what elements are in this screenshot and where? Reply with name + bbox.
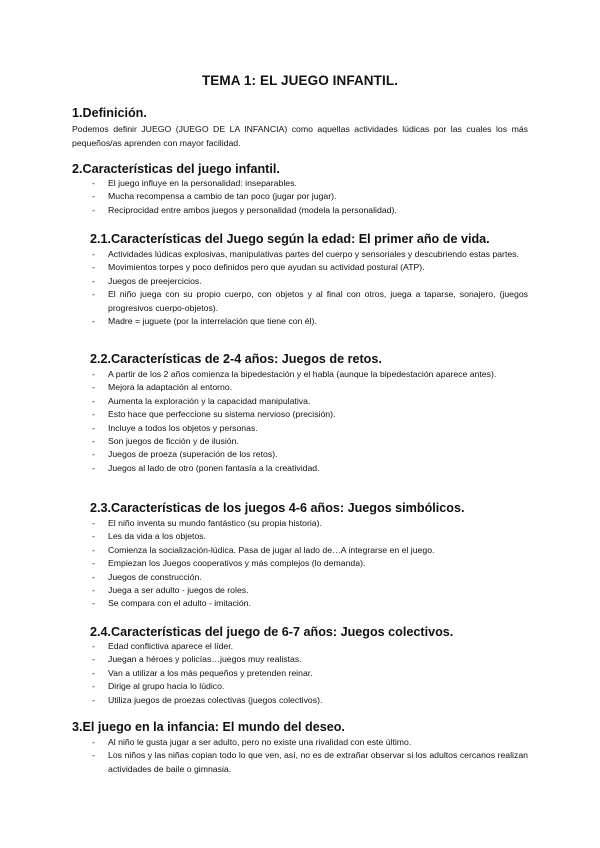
bullet-dash: - bbox=[92, 422, 95, 433]
list-item-text: Actividades lúdicas explosivas, manipulativas partes del cuerpo y sensoriales y descubriendo estas partes. bbox=[108, 249, 519, 259]
list-item-text: Mejora la adaptación al entorno. bbox=[108, 382, 233, 393]
list-item-text: Juega a ser adulto - juegos de roles. bbox=[108, 585, 249, 596]
bullet-dash: - bbox=[92, 369, 95, 379]
bullet-dash: - bbox=[92, 409, 95, 420]
bullet-dash: - bbox=[92, 518, 95, 528]
list-item bbox=[0, 667, 528, 680]
list-6-7-anos bbox=[0, 640, 600, 707]
bullet-dash: - bbox=[92, 262, 95, 273]
list-item-text: Juegos de construcción. bbox=[108, 571, 202, 582]
bullet-dash: - bbox=[92, 531, 95, 542]
list-item-text: Aumenta la exploración y la capacidad manipulativa. bbox=[108, 395, 311, 406]
list-item-text: Incluye a todos los objetos y personas. bbox=[108, 422, 258, 433]
heading-caracteristicas: 2.Características del juego infantil. bbox=[72, 162, 280, 176]
list-item-text: Mucha recompensa a cambio de tan poco (jugar por jugar). bbox=[108, 191, 337, 202]
bullet-dash: - bbox=[92, 750, 95, 761]
bullet-dash: - bbox=[92, 667, 95, 678]
bullet-dash: - bbox=[92, 694, 95, 705]
list-item bbox=[0, 422, 528, 435]
list-item bbox=[0, 680, 528, 693]
bullet-dash: - bbox=[92, 382, 95, 393]
list-item bbox=[0, 694, 528, 707]
list-primer-ano bbox=[0, 248, 600, 328]
list-item-text: Madre = juguete (por la interrelación que tiene con él). bbox=[108, 316, 317, 327]
list-item-text: Esto hace que perfeccione su sistema nervioso (precisión). bbox=[108, 409, 336, 420]
heading-2-4-anos: 2.2.Características de 2-4 años: Juegos de retos. bbox=[90, 352, 382, 366]
list-item-text: Son juegos de ficción y de ilusión. bbox=[108, 436, 239, 447]
list-item bbox=[0, 584, 528, 597]
bullet-dash: - bbox=[92, 178, 95, 188]
list-item bbox=[0, 261, 528, 274]
list-item bbox=[0, 381, 528, 394]
bullet-dash: - bbox=[92, 289, 95, 300]
document-title: TEMA 1: EL JUEGO INFANTIL. bbox=[201, 73, 399, 88]
list-item-text: Comienza la socialización-lúdica. Pasa de jugar al lado de…A integrarse en el juego. bbox=[108, 544, 435, 555]
heading-4-6-anos: 2.3.Características de los juegos 4-6 años: Juegos simbólicos. bbox=[90, 501, 465, 515]
bullet-dash: - bbox=[92, 436, 95, 447]
list-item bbox=[0, 248, 528, 261]
list-item-text: El juego influye en la personalidad: inseparables. bbox=[108, 178, 297, 188]
list-item-text: Juegos de preejercicios. bbox=[108, 275, 202, 286]
list-item bbox=[0, 749, 528, 776]
bullet-dash: - bbox=[92, 598, 95, 609]
bullet-dash: - bbox=[92, 681, 95, 692]
bullet-dash: - bbox=[92, 654, 95, 665]
list-item bbox=[0, 395, 528, 408]
list-mundo-deseo bbox=[0, 736, 600, 776]
list-item bbox=[0, 315, 528, 328]
list-item-text: Reciprocidad entre ambos juegos y personalidad (modela la personalidad). bbox=[108, 204, 397, 215]
bullet-dash: - bbox=[92, 641, 95, 651]
bullet-dash: - bbox=[92, 316, 95, 327]
list-item bbox=[0, 408, 528, 421]
list-item-text: Movimientos torpes y poco definidos pero que ayudan su actividad postural (ATP). bbox=[108, 262, 425, 273]
definition-paragraph: Podemos definir JUEGO (JUEGO DE LA INFANCIA) como aquellas actividades lúdicas por las cuales los más pequeños/as aprenden con mayor facilidad. bbox=[72, 124, 528, 148]
list-item-text: Juegan a héroes y policías…juegos muy realistas. bbox=[108, 654, 302, 665]
list-item bbox=[0, 517, 528, 530]
list-item bbox=[0, 557, 528, 570]
list-item-text: Utiliza juegos de proezas colectivas (juegos colectivos). bbox=[108, 694, 323, 705]
list-item bbox=[0, 597, 528, 610]
bullet-dash: - bbox=[92, 249, 95, 259]
list-item-text: Empiezan los Juegos cooperativos y más complejos (lo demanda). bbox=[108, 558, 366, 569]
list-item bbox=[0, 448, 528, 461]
list-item-text: Edad conflictiva aparece el líder. bbox=[108, 641, 234, 651]
bullet-dash: - bbox=[92, 191, 95, 202]
list-item-text: Dirige al grupo hacia lo lúdico. bbox=[108, 681, 225, 692]
heading-primer-ano: 2.1.Características del Juego según la edad: El primer año de vida. bbox=[90, 232, 490, 246]
list-item-text: Juegos de proeza (superación de los retos). bbox=[108, 449, 278, 460]
list-item bbox=[0, 640, 528, 653]
bullet-dash: - bbox=[92, 544, 95, 555]
list-caracteristicas bbox=[0, 177, 600, 217]
heading-6-7-anos: 2.4.Características del juego de 6-7 años: Juegos colectivos. bbox=[90, 625, 454, 639]
list-item-text: Les da vida a los objetos. bbox=[108, 531, 207, 542]
list-item-text: Al niño le gusta jugar a ser adulto, pero no existe una rivalidad con este último. bbox=[108, 737, 412, 747]
list-item-text: El niño juega con su propio cuerpo, con objetos y al final con otros, juega a taparse, sonajero, (juegos progresivos cuerpo-objetos). bbox=[108, 289, 528, 313]
bullet-dash: - bbox=[92, 204, 95, 215]
bullet-dash: - bbox=[92, 275, 95, 286]
list-item bbox=[0, 462, 528, 475]
bullet-dash: - bbox=[92, 558, 95, 569]
bullet-dash: - bbox=[92, 462, 95, 473]
heading-definicion: 1.Definición. bbox=[72, 106, 147, 120]
list-2-4-anos bbox=[0, 368, 600, 475]
list-4-6-anos bbox=[0, 517, 600, 611]
heading-mundo-deseo: 3.El juego en la infancia: El mundo del deseo. bbox=[72, 720, 345, 734]
list-item bbox=[0, 544, 528, 557]
list-item bbox=[0, 736, 528, 749]
list-item bbox=[0, 204, 528, 217]
bullet-dash: - bbox=[92, 571, 95, 582]
list-item bbox=[0, 190, 528, 203]
bullet-dash: - bbox=[92, 585, 95, 596]
list-item bbox=[0, 653, 528, 666]
list-item-text: Los niños y las niñas copian todo lo que ven, así, no es de extrañar observar si los adultos cercanos realizan actividades de baile o gimnasia. bbox=[108, 750, 528, 774]
bullet-dash: - bbox=[92, 449, 95, 460]
list-item-text: Van a utilizar a los más pequeños y pretenden reinar. bbox=[108, 667, 313, 678]
list-item bbox=[0, 288, 528, 315]
bullet-dash: - bbox=[92, 737, 95, 747]
bullet-dash: - bbox=[92, 395, 95, 406]
list-item bbox=[0, 571, 528, 584]
list-item bbox=[0, 435, 528, 448]
list-item-text: Se compara con el adulto - imitación. bbox=[108, 598, 251, 609]
list-item bbox=[0, 177, 528, 190]
list-item bbox=[0, 275, 528, 288]
list-item-text: El niño inventa su mundo fantástico (su propia historia). bbox=[108, 518, 322, 528]
list-item-text: Juegos al lado de otro (ponen fantasía a la creatividad. bbox=[108, 462, 320, 473]
list-item bbox=[0, 530, 528, 543]
list-item-text: A partir de los 2 años comienza la bipedestación y el habla (aunque la bipedestación aparece antes). bbox=[108, 369, 497, 379]
list-item bbox=[0, 368, 528, 381]
